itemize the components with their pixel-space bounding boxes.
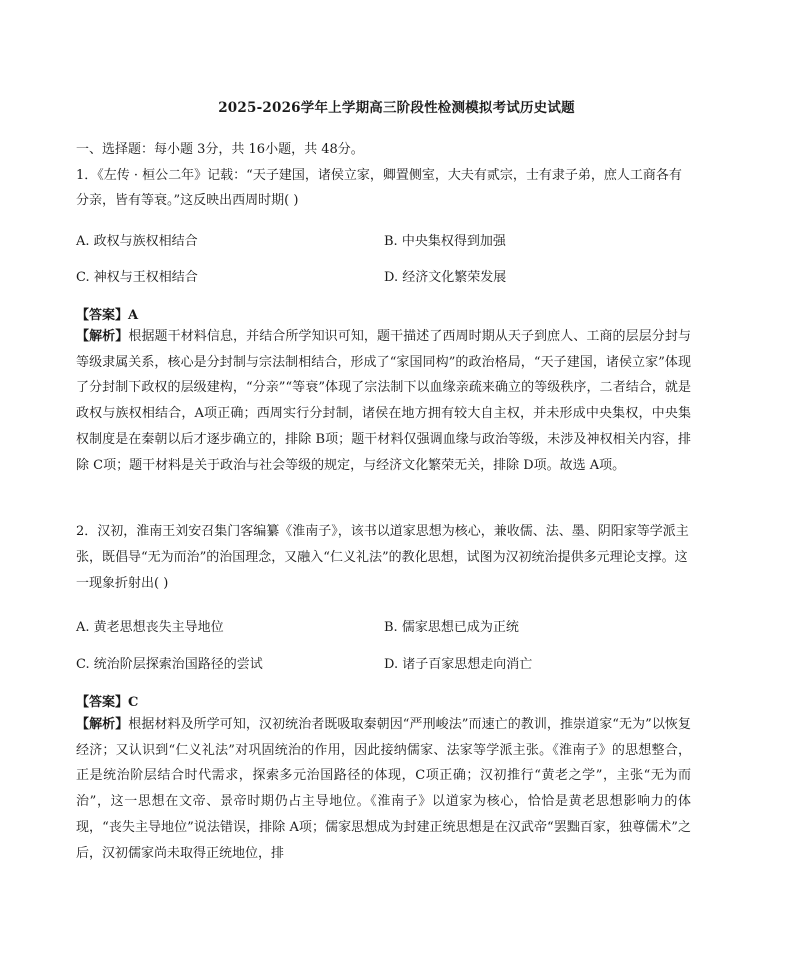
question-1-answer: 【答案】A	[76, 308, 139, 323]
section-heading: 一、选择题：每小题 3分，共 16小题，共 48分。	[76, 142, 364, 157]
question-1-analysis	[76, 324, 691, 478]
question-2-option-b: B. 儒家思想已成为正统	[384, 620, 519, 635]
question-2-stem: 2．汉初，淮南王刘安召集门客编纂《淮南子》，该书以道家思想为核心，兼收儒、法、墨、阴阳家等学派主张，既倡导“无为而治”的治国理念，又融入“仁义礼法”的教化思想，试图为汉初统治提供多元理论支撑。这一现象折射出( )	[76, 524, 689, 591]
question-2-option-c: C. 统治阶层探索治国路径的尝试	[76, 657, 263, 672]
question-2-option-a: A. 黄老思想丧失主导地位	[76, 620, 224, 635]
question-1-option-c: C. 神权与王权相结合	[76, 270, 198, 285]
question-1-stem: 1．《左传 · 桓公二年》记载：“天子建国，诸侯立家，卿置侧室，大夫有贰宗，士有隶子弟，庶人工商各有分亲，皆有等衰。”这反映出西周时期( )	[76, 168, 682, 208]
question-2-option-d: D. 诸子百家思想走向消亡	[384, 657, 533, 672]
question-1-option-a: A. 政权与族权相结合	[76, 234, 198, 249]
analysis-label: 【解析】	[76, 717, 129, 732]
question-1-option-b: B. 中央集权得到加强	[384, 234, 506, 249]
page-title: 2025-2026学年上学期高三阶段性检测模拟考试历史试题	[218, 100, 575, 116]
question-2-analysis	[76, 712, 691, 866]
question-2-answer: 【答案】C	[76, 695, 139, 710]
analysis-label: 【解析】	[76, 329, 129, 344]
analysis-text: 根据材料及所学可知，汉初统治者既吸取秦朝因“严刑峻法”而速亡的教训，推崇道家“无为”以恢复经济；又认识到“仁义礼法”对巩固统治的作用，因此接纳儒家、法家等学派主张。《淮南子》的思想整合，正是统治阶层结合时代需求，探索多元治国路径的体现，C项正确；汉初推行“黄老之学”，主张“无为而治”，这一思想在文帝、景帝时期仍占主导地位。《淮南子》以道家为核心，恰恰是黄老思想影响力的体现，“丧失主导地位”说法错误，排除 A项；儒家思想成为封建正统思想是在汉武帝“罢黜百家，独尊儒术”之后，汉初儒家尚未取得正统地位，排	[76, 717, 691, 861]
question-1-option-d: D. 经济文化繁荣发展	[384, 270, 507, 285]
analysis-text: 根据题干材料信息，并结合所学知识可知，题干描述了西周时期从天子到庶人、工商的层层分封与等级隶属关系，核心是分封制与宗法制相结合，形成了“家国同构”的政治格局，“天子建国，诸侯立家”体现了分封制下政权的层级建构，“分亲”“等衰”体现了宗法制下以血缘亲疏来确立的等级秩序，二者结合，就是政权与族权相结合，A项正确；西周实行分封制，诸侯在地方拥有较大自主权，并未形成中央集权，中央集权制度是在秦朝以后才逐步确立的，排除 B项；题干材料仅强调血缘与政治等级，未涉及神权相关内容，排除 C项；题干材料是关于政治与社会等级的规定，与经济文化繁荣无关，排除 D项。故选 A项。	[76, 329, 691, 473]
